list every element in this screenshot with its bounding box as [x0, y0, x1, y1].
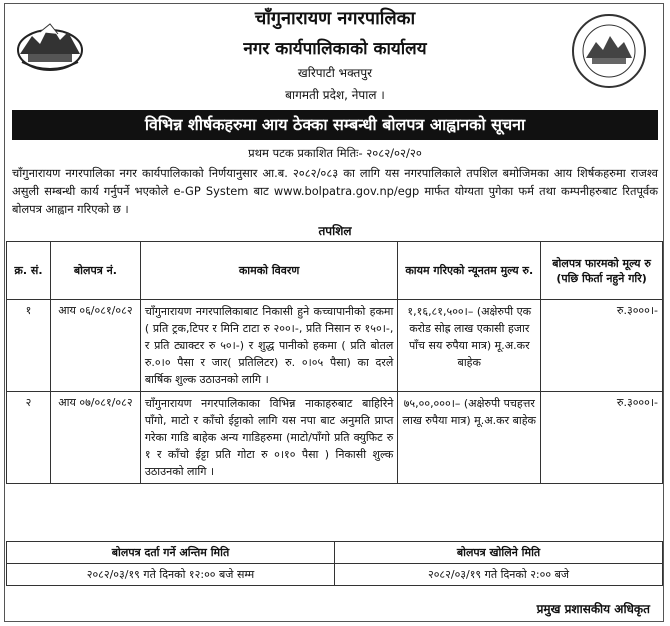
table-header-row — [7, 242, 663, 300]
header-form-fee: बोलपत्र फारमको मूल्य रु (पछि फिर्ता नहुने गरि) — [541, 242, 663, 300]
table-row — [7, 392, 663, 484]
published-date: प्रथम पटक प्रकाशित मितिः- २०८२/०२/२० — [248, 146, 422, 160]
signatory-title: प्रमुख प्रशासकीय अधिकृत — [536, 602, 650, 616]
bid-table — [6, 241, 663, 484]
municipality-seal-icon — [570, 12, 648, 90]
office-name: नगर कार्यपालिकाको कार्यालय — [243, 39, 427, 59]
row-form-fee: रु.३०००।- — [541, 300, 663, 392]
row-min-price: ७५,००,०००।– (अक्षेरुपी पचहत्तर लाख रुपैया मात्र) मू.अ.कर बाहेक — [398, 392, 541, 484]
organization-name: चाँगुनारायण नगरपालिका — [254, 8, 416, 29]
row-sn: २ — [7, 392, 51, 484]
row-description: चाँगुनारायण नगरपालिकाका विभिन्न नाकाहरुबाट बाहिरिने पाँगो, माटो र काँचो ईट्टाको लागि यस नपा बाट अनुमति प्राप्त गरेका गाडि बाहेक अन्य गाडिहरुमा (माटो/पाँगो प्रति क्युफिट रु १ र काँचो ईट्टा प्रति गोटा रु ०।१० पैसा ) निकासी शुल्क उठाउनको लागि । — [140, 392, 398, 484]
header-description: कामको विवरण — [140, 242, 398, 300]
submission-deadline-label: बोलपत्र दर्ता गर्ने अन्तिम मिति — [7, 542, 335, 564]
letterhead — [0, 0, 670, 108]
row-sn: १ — [7, 300, 51, 392]
opening-date-label: बोलपत्र खोलिने मिति — [335, 542, 663, 564]
address-line-1: खरिपाटी भक्तपुर — [297, 66, 373, 80]
row-min-price: १,१६,८१,५००।– (अक्षेरुपी एक करोड सोह्र लाख एकासी हजार पाँच सय रुपैया मात्र) मू.अ.कर बाहेक — [398, 300, 541, 392]
schedule-label: तपशिल — [318, 224, 352, 238]
submission-deadline-value: २०८२/०३/१९ गते दिनको १२:०० बजे सम्म — [7, 564, 335, 586]
row-bid-no: आय ०६/०८१/०८२ — [50, 300, 140, 392]
header-sn: क्र. सं. — [7, 242, 51, 300]
header-min-price: कायम गरिएको न्यूनतम मुल्य रु. — [398, 242, 541, 300]
opening-date-value: २०८२/०३/१९ गते दिनको २:०० बजे — [335, 564, 663, 586]
notice-title: विभिन्न शीर्षकहरुमा आय ठेक्का सम्बन्धी बोलपत्र आह्वानको सूचना — [12, 110, 658, 140]
deadline-table — [6, 541, 663, 586]
row-description: चाँगुनारायण नगरपालिकाबाट निकासी हुने कच्चापानीको हकमा ( प्रति ट्रक,टिपर र मिनि टाटा रु २००।-, प्रति निसान रु १५०।-, र प्रति ट्याक्टर रु ५०।-) र शुद्ध पानीको हकमा ( प्रति बोतल रु.०।० पैसा र जार( प्रतिलिटर) रु. ०।०५ पैसा) का दरले बार्षिक शुल्क उठाउनको लागि । — [140, 300, 398, 392]
row-form-fee: रु.३०००।- — [541, 392, 663, 484]
row-bid-no: आय ०७/०८१/०८२ — [50, 392, 140, 484]
table-row — [7, 300, 663, 392]
header-bid-no: बोलपत्र नं. — [50, 242, 140, 300]
notice-body: चाँगुनारायण नगरपालिका नगर कार्यपालिकाको निर्णयानुसार आ.ब. २०८२/०८३ का लागि यस नगरपालिकाले तपशिल बमोजिमका आय शिर्षकहरुमा राजश्व असुली सम्बन्धी कार्य गर्नुपर्ने भएकोले e-GP System बाट www.bolpatra.gov.np/egp मार्फत योग्यता पुगेका फर्म तथा कम्पनीहरुबाट रितपूर्वक बोलपत्र आह्वान गरिएको छ । — [12, 166, 658, 216]
address-line-2: बागमती प्रदेश, नेपाल । — [285, 88, 385, 102]
